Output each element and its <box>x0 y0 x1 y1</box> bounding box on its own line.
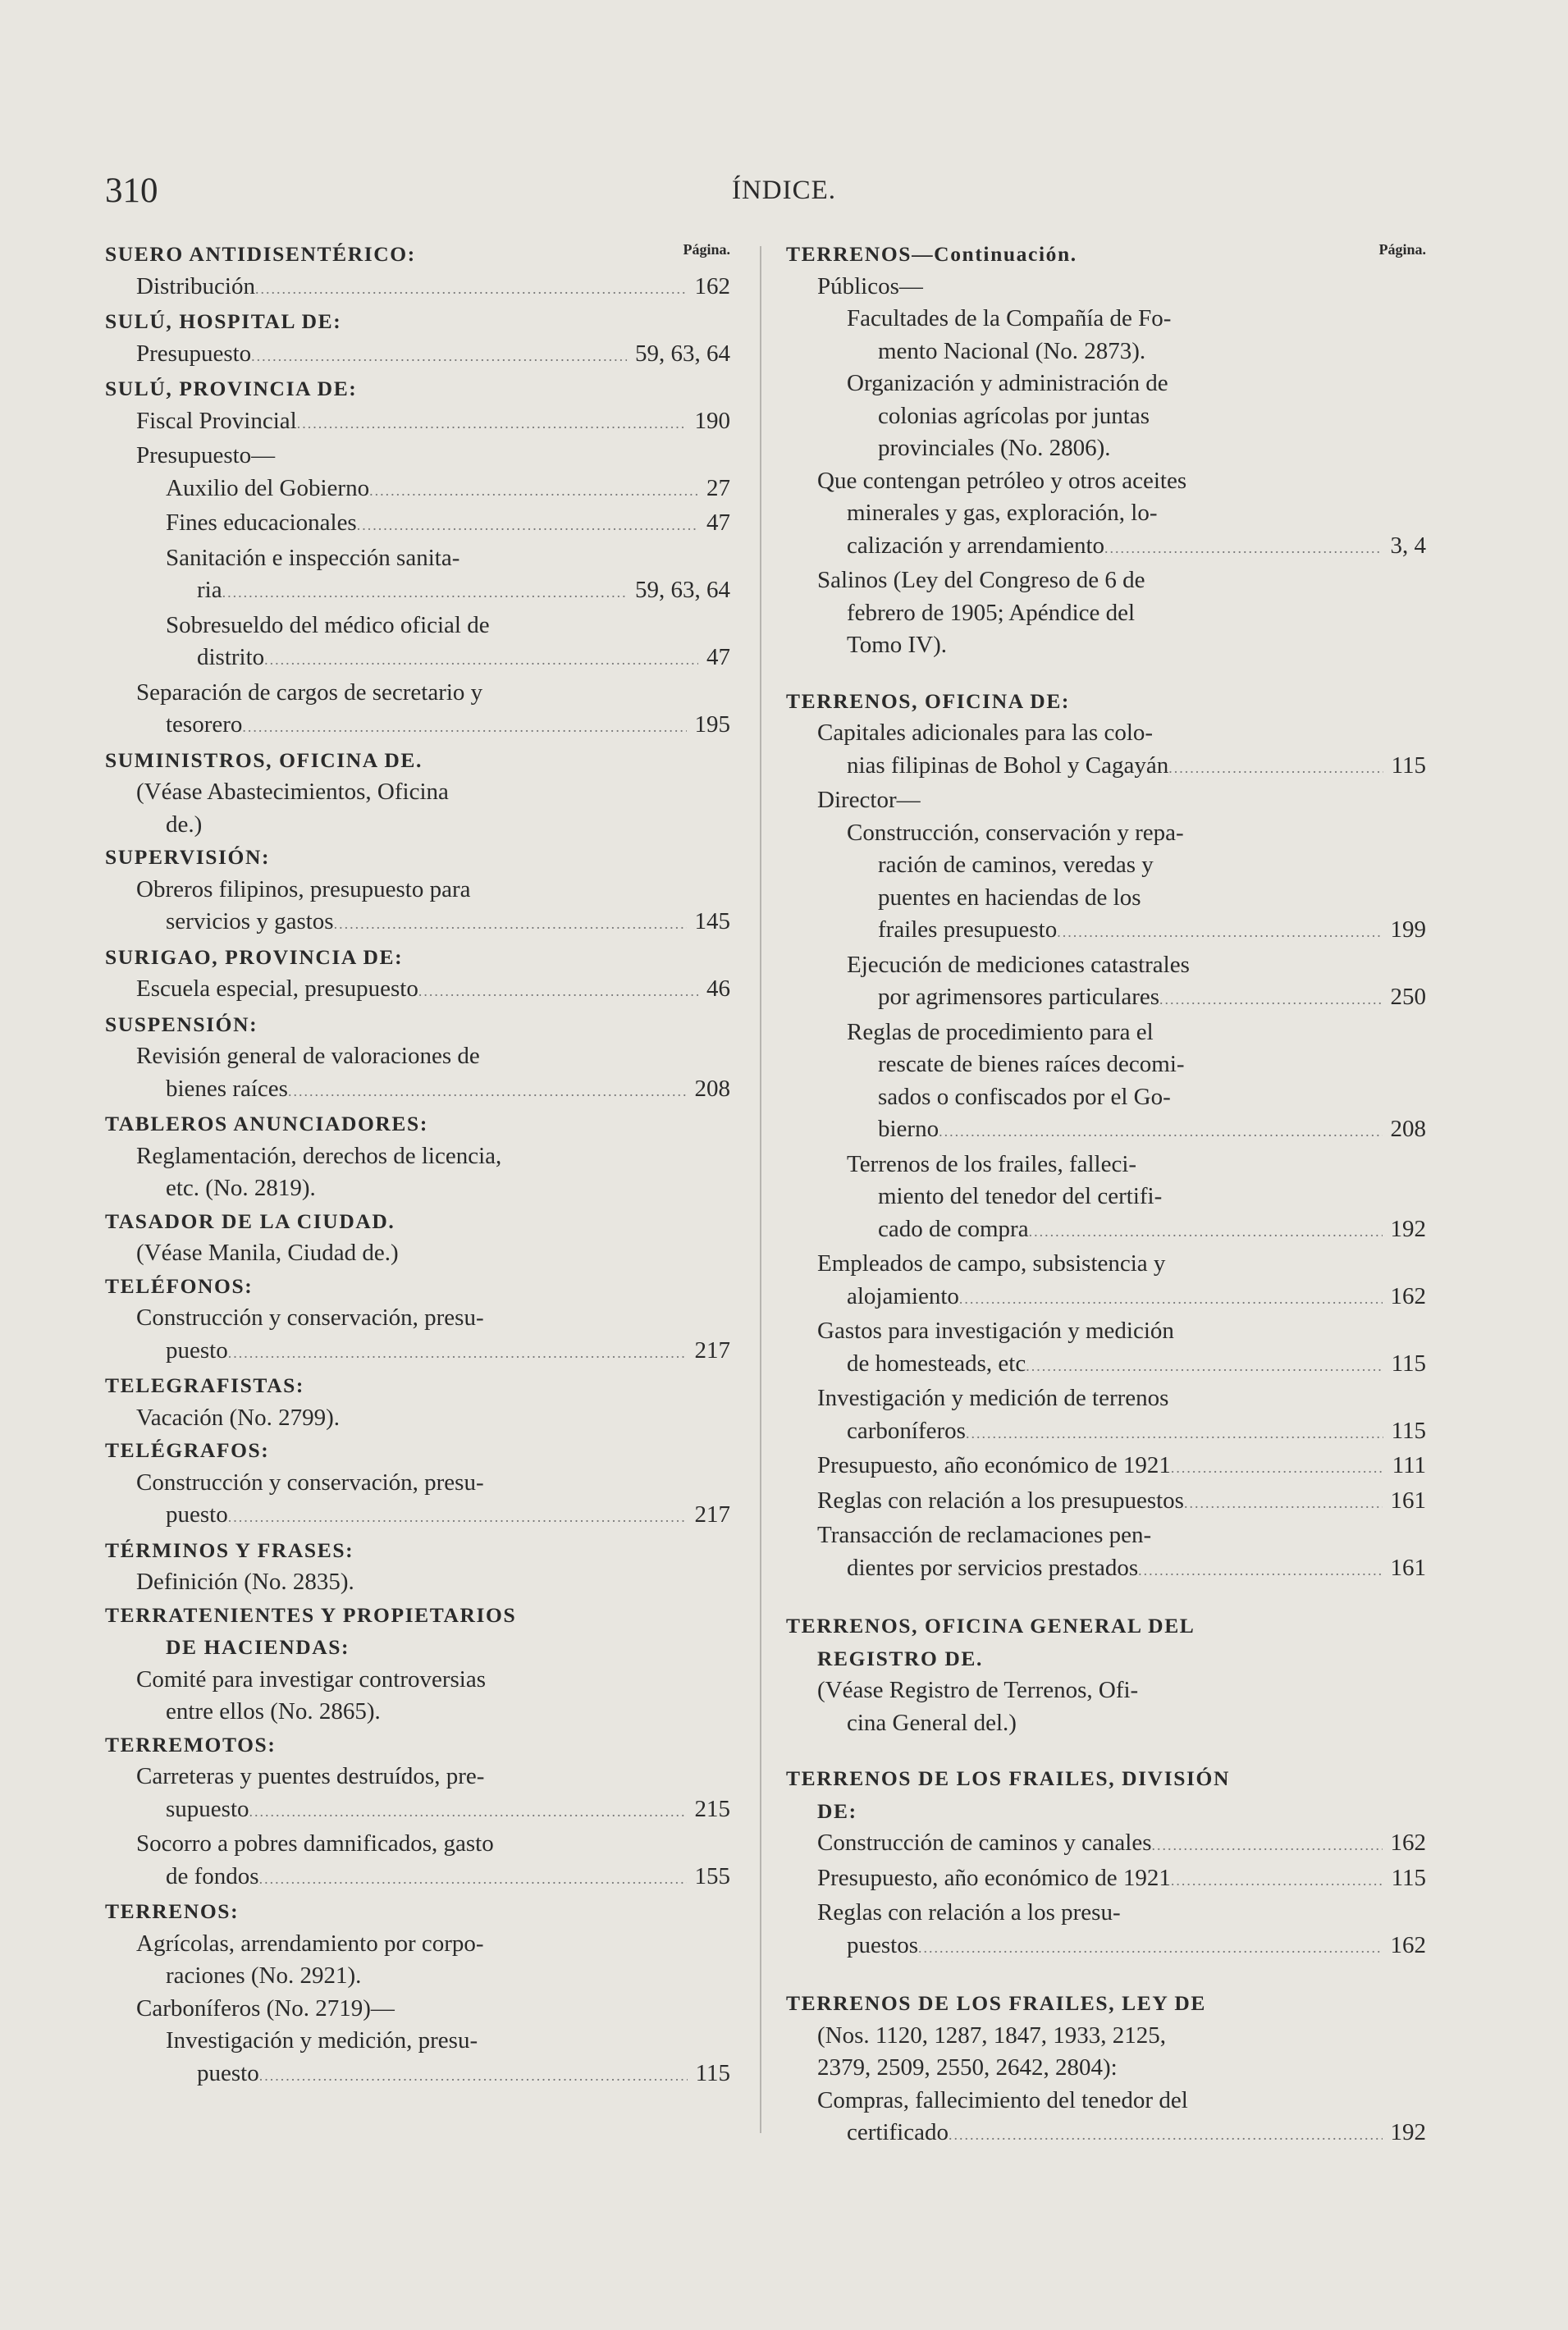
entry-text: Distribución ..... <box>136 271 730 306</box>
entry-text: distrito ..... <box>197 642 730 677</box>
page-reference: 162 <box>1383 1930 1427 1962</box>
entry-text: Reglas con relación a los presupuestos ..... <box>817 1485 1426 1520</box>
heading-text: DE HACIENDAS: <box>166 1635 350 1659</box>
entry-text: Carboníferos (No. 2719)— <box>136 1994 395 2022</box>
index-entry <box>105 1993 730 2026</box>
entry-text: Que contengan petróleo y otros aceites <box>817 467 1187 494</box>
entry-text: certificado ..... <box>847 2117 1426 2152</box>
index-entry <box>105 776 730 809</box>
index-entry <box>786 1149 1426 1181</box>
index-entry <box>786 1827 1426 1862</box>
index-entry <box>105 405 730 441</box>
entry-text: de homesteads, etc ..... <box>847 1348 1426 1383</box>
entry-text: minerales y gas, exploración, lo- <box>847 500 1158 526</box>
index-entry <box>786 849 1426 882</box>
page-reference: 27 <box>698 473 730 505</box>
index-entry <box>105 1302 730 1335</box>
index-entry <box>105 1140 730 1173</box>
page-reference: 162 <box>1383 1827 1427 1860</box>
heading-text: SURIGAO, PROVINCIA DE: <box>105 944 404 969</box>
page-reference: 162 <box>1383 1281 1427 1313</box>
entry-text: colonias agrícolas por juntas <box>878 402 1150 429</box>
index-entry <box>786 303 1426 336</box>
index-entry <box>786 497 1426 530</box>
entry-text: Vacación (No. 2799). <box>136 1404 341 1431</box>
entry-text: entre ellos (No. 2865). <box>166 1698 381 1725</box>
heading-text: TERRENOS, OFICINA GENERAL DEL <box>786 1614 1195 1638</box>
index-heading <box>786 1642 1426 1675</box>
entry-text: raciones (No. 2921). <box>166 1962 362 1989</box>
entry-text: (Véase Registro de Terrenos, Ofi- <box>817 1677 1139 1703</box>
entry-text: Obreros filipinos, presupuesto para <box>136 875 471 902</box>
entry-text: Gastos para investigación y medición <box>817 1318 1174 1344</box>
page-reference: 161 <box>1383 1485 1427 1518</box>
entry-text: Construcción y conservación, presu- <box>136 1304 484 1331</box>
entry-text: por agrimensores particulares ..... <box>878 981 1426 1017</box>
index-heading <box>105 1108 730 1140</box>
entry-text: Facultades de la Compañía de Fo- <box>847 305 1172 331</box>
entry-text: puestos ..... <box>847 1930 1426 1965</box>
heading-text: TERRENOS DE LOS FRAILES, LEY DE <box>786 1991 1207 2015</box>
index-entry <box>105 1172 730 1205</box>
index-entry <box>105 1828 730 1861</box>
index-entry <box>786 1315 1426 1348</box>
entry-text: ración de caminos, veredas y <box>878 852 1154 878</box>
heading-text: TELÉGRAFOS: <box>105 1438 270 1462</box>
index-entry <box>786 1382 1426 1415</box>
heading-text: SUSPENSIÓN: <box>105 1012 258 1036</box>
entry-text: Separación de cargos de secretario y <box>136 678 483 706</box>
page-reference: 199 <box>1383 914 1427 947</box>
index-entry <box>105 1237 730 1270</box>
entry-text: puesto ..... <box>197 2058 730 2093</box>
page-reference: 192 <box>1383 1213 1427 1246</box>
page-reference: 46 <box>698 973 730 1006</box>
index-entry <box>105 973 730 1008</box>
index-heading <box>105 1270 730 1303</box>
index-entry <box>105 610 730 642</box>
entry-text: Fines educacionales ..... <box>166 507 730 542</box>
page-reference: 47 <box>698 507 730 540</box>
index-heading <box>105 238 730 271</box>
page-reference: 155 <box>687 1861 731 1894</box>
entry-text: (Véase Manila, Ciudad de.) <box>136 1240 399 1266</box>
index-entry <box>105 1664 730 1697</box>
index-entry <box>786 1181 1426 1213</box>
heading-text: SULÚ, HOSPITAL DE: <box>105 309 342 333</box>
index-entry <box>105 1073 730 1108</box>
index-heading <box>105 305 730 338</box>
entry-text: Escuela especial, presupuesto ..... <box>136 973 730 1008</box>
index-entry <box>786 368 1426 400</box>
page-reference: 3, 4 <box>1383 530 1427 563</box>
page-reference: 161 <box>1383 1552 1427 1585</box>
entry-text: rescate de bienes raíces decomi- <box>878 1051 1185 1077</box>
entry-text: miento del tenedor del certifi- <box>878 1183 1163 1209</box>
index-entries-left <box>105 238 730 2092</box>
heading-text: SUMINISTROS, OFICINA DE. <box>105 747 423 772</box>
index-column-right <box>786 238 1426 2152</box>
entry-text: mento Nacional (No. 2873). <box>878 337 1146 364</box>
index-entry <box>786 1930 1426 1965</box>
entry-text: bierno ..... <box>878 1113 1426 1149</box>
entry-text: Investigación y medición de terrenos <box>817 1385 1169 1411</box>
heading-text: TABLEROS ANUNCIADORES: <box>105 1112 428 1135</box>
entry-text: tesorero ..... <box>166 709 730 744</box>
index-entry <box>105 1566 730 1599</box>
index-entry <box>105 906 730 941</box>
index-entries-right <box>786 238 1426 2152</box>
index-entry <box>786 2085 1426 2118</box>
entry-text: cina General del.) <box>847 1709 1017 1736</box>
index-heading <box>105 372 730 405</box>
index-heading <box>786 238 1426 271</box>
index-entry <box>105 1761 730 1793</box>
heading-text: TELÉFONOS: <box>105 1273 254 1298</box>
entry-text: puesto ..... <box>166 1335 730 1370</box>
entry-text: nias filipinas de Bohol y Cagayán ..... <box>847 750 1426 785</box>
entry-text: Carreteras y puentes destruídos, pre- <box>136 1763 485 1789</box>
entry-text: Director— <box>817 787 921 813</box>
entry-text: Investigación y medición, presu- <box>166 2027 478 2054</box>
page-reference: 115 <box>1383 1348 1426 1381</box>
index-heading <box>105 1599 730 1632</box>
entry-text: Agrícolas, arrendamiento por corpo- <box>136 1930 484 1957</box>
entry-text: supuesto ..... <box>166 1793 730 1829</box>
index-entry <box>105 542 730 575</box>
page-reference: 115 <box>1383 750 1426 783</box>
entry-text: Reglamentación, derechos de licencia, <box>136 1142 502 1169</box>
heading-text: TERRENOS, OFICINA DE: <box>786 688 1071 713</box>
entry-text: frailes presupuesto ..... <box>878 914 1426 949</box>
index-entry <box>786 1519 1426 1552</box>
entry-text: cado de compra ..... <box>878 1213 1426 1249</box>
index-entry <box>105 507 730 542</box>
index-heading <box>105 841 730 874</box>
page-reference: 47 <box>698 642 730 674</box>
index-entry <box>105 440 730 473</box>
entry-text: Auxilio del Gobierno ..... <box>166 473 730 508</box>
entry-text: Presupuesto, año económico de 1921 ..... <box>817 1450 1426 1485</box>
page-reference: 208 <box>687 1073 731 1106</box>
index-entry <box>786 1450 1426 1485</box>
entry-text: Construcción de caminos y canales ..... <box>817 1827 1426 1862</box>
page-number: 310 <box>105 171 158 210</box>
entry-text: Organización y administración de <box>847 370 1168 396</box>
page-column-header: Página. <box>1378 241 1426 258</box>
entry-text: puesto ..... <box>166 1499 730 1534</box>
entry-text: Capitales adicionales para las colo- <box>817 720 1154 746</box>
index-entry <box>786 1081 1426 1114</box>
index-heading <box>105 1534 730 1567</box>
entry-text: carboníferos ..... <box>847 1415 1426 1451</box>
index-heading <box>786 1610 1426 1642</box>
page-column-header: Página. <box>683 241 730 258</box>
column-divider <box>760 246 761 2133</box>
entry-text: Transacción de reclamaciones pen- <box>817 1522 1152 1548</box>
heading-text: SULÚ, PROVINCIA DE: <box>105 377 358 400</box>
page-reference: 145 <box>687 906 731 939</box>
index-heading <box>786 1987 1426 2020</box>
index-heading <box>786 685 1426 718</box>
index-entry <box>105 677 730 710</box>
index-heading <box>105 1434 730 1467</box>
page-reference: 162 <box>687 271 731 304</box>
index-entry <box>105 1861 730 1896</box>
entry-text: febrero de 1905; Apéndice del <box>847 599 1136 626</box>
entry-text: de fondos ..... <box>166 1861 730 1896</box>
page-reference: 59, 63, 64 <box>627 338 730 371</box>
index-heading <box>786 1762 1426 1795</box>
index-heading <box>786 1795 1426 1828</box>
index-entry <box>786 882 1426 915</box>
entry-text: Construcción y conservación, presu- <box>136 1469 484 1496</box>
heading-text: TERRATENIENTES Y PROPIETARIOS <box>105 1602 517 1627</box>
page-reference: 59, 63, 64 <box>627 574 730 607</box>
index-entry <box>786 336 1426 368</box>
index-entry <box>786 1707 1426 1740</box>
entry-text: Salinos (Ley del Congreso de 6 de <box>817 567 1145 593</box>
heading-text: TÉRMINOS Y FRASES: <box>105 1537 354 1562</box>
heading-text: TASADOR DE LA CIUDAD. <box>105 1208 395 1233</box>
index-entry <box>786 597 1426 630</box>
entry-text: Empleados de campo, subsistencia y <box>817 1250 1166 1277</box>
heading-text: SUERO ANTIDISENTÉRICO: <box>105 242 416 266</box>
index-entry <box>105 1467 730 1500</box>
entry-text: Definición (No. 2835). <box>136 1569 354 1595</box>
index-column-left <box>105 238 730 2092</box>
entry-text: bienes raíces ..... <box>166 1073 730 1108</box>
index-entry <box>786 564 1426 597</box>
entry-text: Comité para investigar controversias <box>136 1665 487 1693</box>
entry-text: dientes por servicios prestados ..... <box>847 1552 1426 1588</box>
index-entry <box>105 1040 730 1073</box>
index-entry <box>786 271 1426 304</box>
heading-text: TERRENOS—Continuación. <box>786 242 1077 266</box>
entry-text: (Nos. 1120, 1287, 1847, 1933, 2125, <box>817 2022 1167 2049</box>
index-entry <box>786 717 1426 750</box>
index-entry <box>105 2058 730 2093</box>
index-heading <box>105 744 730 777</box>
entry-text: Sanitación e inspección sanita- <box>166 544 460 571</box>
index-entry <box>786 981 1426 1017</box>
index-entry <box>786 1017 1426 1049</box>
entry-text: ria ..... <box>197 574 730 610</box>
index-entry <box>105 473 730 508</box>
page-reference: 115 <box>1383 1862 1426 1895</box>
entry-text: Socorro a pobres damnificados, gasto <box>136 1830 494 1857</box>
heading-text: TERREMOTOS: <box>105 1732 277 1757</box>
page-title: ÍNDICE. <box>731 176 837 205</box>
entry-text: etc. (No. 2819). <box>166 1175 316 1201</box>
index-entry <box>105 338 730 373</box>
entry-text: Fiscal Provincial ..... <box>136 405 730 441</box>
index-entry <box>786 465 1426 498</box>
index-entry <box>105 709 730 744</box>
entry-text: Presupuesto, año económico de 1921 ..... <box>817 1862 1426 1898</box>
entry-text: Tomo IV). <box>847 632 948 658</box>
index-entry <box>105 1928 730 1961</box>
heading-text: TELEGRAFISTAS: <box>105 1373 304 1397</box>
heading-text: SUPERVISIÓN: <box>105 845 271 869</box>
index-entry <box>105 874 730 907</box>
index-heading <box>105 941 730 974</box>
entry-text: Reglas con relación a los presu- <box>817 1899 1121 1926</box>
index-entry <box>105 1499 730 1534</box>
index-entry <box>105 1696 730 1729</box>
index-entry <box>786 817 1426 850</box>
index-heading <box>105 1895 730 1928</box>
entry-text: alojamiento ..... <box>847 1281 1426 1316</box>
index-entry <box>786 914 1426 949</box>
entry-text: Construcción, conservación y repa- <box>847 819 1184 846</box>
page-reference: 115 <box>1383 1415 1426 1448</box>
index-entry <box>786 1552 1426 1588</box>
index-entry <box>105 1960 730 1993</box>
index-entry <box>786 2020 1426 2053</box>
index-entry <box>786 750 1426 785</box>
index-entry <box>786 432 1426 465</box>
entry-text: 2379, 2509, 2550, 2642, 2804): <box>817 2054 1118 2081</box>
index-entry <box>786 530 1426 565</box>
entry-text: Presupuesto— <box>136 442 276 468</box>
entry-text: Reglas de procedimiento para el <box>847 1018 1154 1045</box>
entry-text: Terrenos de los frailes, falleci- <box>847 1150 1137 1177</box>
page-reference: 208 <box>1383 1113 1427 1146</box>
page-reference: 192 <box>1383 2117 1427 2150</box>
index-entry <box>786 1281 1426 1316</box>
index-entry <box>786 784 1426 817</box>
index-entry <box>786 1897 1426 1930</box>
page-reference: 190 <box>687 405 731 438</box>
heading-text: REGISTRO DE. <box>817 1646 983 1670</box>
index-entry <box>786 1113 1426 1149</box>
page-reference: 111 <box>1384 1450 1426 1483</box>
index-entry <box>105 2025 730 2058</box>
index-entry <box>786 1485 1426 1520</box>
page-reference: 250 <box>1383 981 1427 1014</box>
entry-text: Compras, fallecimiento del tenedor del <box>817 2086 1188 2113</box>
index-entry <box>786 1348 1426 1383</box>
index-entry <box>786 1048 1426 1081</box>
index-heading <box>105 1008 730 1041</box>
index-entry <box>105 1335 730 1370</box>
heading-text: DE: <box>817 1798 857 1823</box>
page-reference: 217 <box>687 1335 731 1368</box>
page-reference: 195 <box>687 709 731 742</box>
index-entry <box>105 809 730 842</box>
entry-text: Revisión general de valoraciones de <box>136 1043 480 1069</box>
entry-text: Ejecución de mediciones catastrales <box>847 951 1190 978</box>
index-entry <box>105 574 730 610</box>
index-entry <box>786 400 1426 433</box>
index-entry <box>105 1793 730 1829</box>
entry-text: servicios y gastos ..... <box>166 906 730 941</box>
page-reference: 217 <box>687 1499 731 1532</box>
page-reference: 215 <box>687 1793 731 1826</box>
index-entry <box>786 2052 1426 2085</box>
entry-text: sados o confiscados por el Go- <box>878 1083 1171 1110</box>
entry-text: Públicos— <box>817 272 923 299</box>
index-entry <box>786 1213 1426 1249</box>
index-entry <box>786 1248 1426 1281</box>
page-reference: 115 <box>688 2058 730 2090</box>
entry-text: Sobresueldo del médico oficial de <box>166 611 490 638</box>
entry-text: provinciales (No. 2806). <box>878 435 1111 461</box>
entry-text: de.) <box>166 811 203 838</box>
index-entry <box>786 2117 1426 2152</box>
index-entry <box>105 1402 730 1435</box>
index-entry <box>786 949 1426 982</box>
index-entry <box>786 629 1426 662</box>
index-entry <box>105 271 730 306</box>
entry-text: Presupuesto ..... <box>136 338 730 373</box>
index-entry <box>786 1674 1426 1707</box>
index-heading <box>105 1631 730 1664</box>
index-entry <box>786 1415 1426 1451</box>
entry-text: calización y arrendamiento ..... <box>847 530 1426 565</box>
entry-text: (Véase Abastecimientos, Oficina <box>136 779 449 805</box>
index-entry <box>105 642 730 677</box>
index-heading <box>105 1369 730 1402</box>
index-heading <box>105 1729 730 1761</box>
index-entry <box>786 1862 1426 1898</box>
entry-text: puentes en haciendas de los <box>878 884 1141 911</box>
index-heading <box>105 1205 730 1238</box>
heading-text: TERRENOS: <box>105 1899 240 1923</box>
heading-text: TERRENOS DE LOS FRAILES, DIVISIÓN <box>786 1766 1230 1790</box>
